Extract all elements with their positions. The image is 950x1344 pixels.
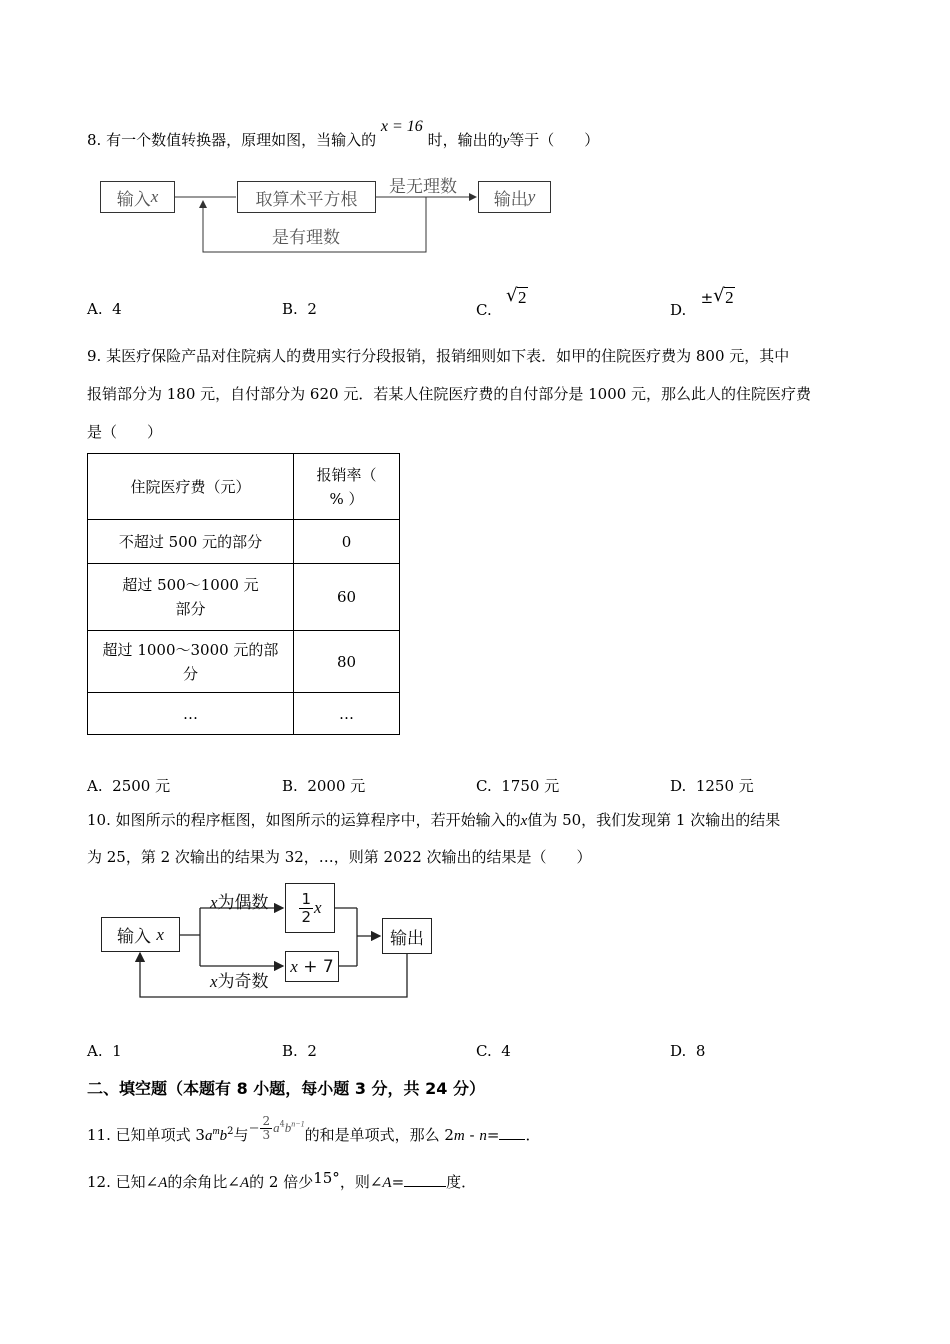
q10-option-a[interactable]: A. 1 — [87, 1042, 122, 1060]
table-row: … … — [88, 693, 400, 735]
q10-output-box: 输出 — [382, 918, 432, 954]
q10-option-c[interactable]: C. 4 — [476, 1042, 511, 1060]
q9-option-b[interactable]: B. 2000 元 — [282, 777, 366, 795]
q10-option-b[interactable]: B. 2 — [282, 1042, 317, 1060]
header-fee: 住院医疗费（元） — [88, 454, 294, 520]
answer-blank[interactable] — [499, 1139, 525, 1140]
q9-line-2: 报销部分为 180 元，自付部分为 620 元．若某人住院医疗费的自付部分是 1000 元，那么此人的住院医疗费 — [87, 385, 812, 403]
q10-plus7-box: x + 7 — [285, 951, 339, 982]
answer-blank[interactable] — [404, 1186, 446, 1187]
q8-condition: x = 16 — [380, 118, 423, 135]
q8-option-d[interactable]: D. ± √ 2 — [670, 285, 734, 319]
q8-input-box: 输入 x — [100, 181, 175, 213]
q8-option-a[interactable]: A. 4 — [87, 300, 122, 318]
q10-half-box: $\frac{1}{2}$ x — [285, 883, 335, 933]
q9-option-d[interactable]: D. 1250 元 — [670, 777, 754, 795]
q9-line-1: 9. 某医疗保险产品对住院病人的费用实行分段报销，报销细则如下表．如甲的住院医疗费为 800 元，其中 — [87, 347, 790, 365]
q10-option-d[interactable]: D. 8 — [670, 1042, 706, 1060]
q10-odd-label: x为奇数 — [210, 972, 269, 992]
question-11: 11. 已知单项式 $3a^mb^2$与− $\frac{2}{3}$ $a^4b^{n-1}$的和是单项式，那么 2m - n= ． — [87, 1114, 541, 1144]
q9-option-c[interactable]: C. 1750 元 — [476, 777, 560, 795]
q8-irrational-label: 是无理数 — [389, 177, 457, 197]
question-12: 12. 已知∠A的余角比∠A的 2 倍少15°，则∠A= 度． — [87, 1169, 477, 1191]
q10-line-1: 10. 如图所示的程序框图，如图所示的运算程序中，若开始输入的x值为 50，我们发现第 1 次输出的结果 — [87, 811, 781, 829]
q10-even-label: x为偶数 — [210, 893, 269, 913]
q8-rational-label: 是有理数 — [272, 228, 340, 248]
q8-stem: 8. 有一个数值转换器，原理如图，当输入的 x = 16 时，输出的y等于（ ） — [87, 118, 600, 149]
q9-option-a[interactable]: A. 2500 元 — [87, 777, 171, 795]
q8-option-b[interactable]: B. 2 — [282, 300, 317, 318]
sqrt-symbol: √ 2 — [713, 285, 734, 307]
q8-output-box: 输出 y — [478, 181, 551, 213]
q8-option-c[interactable]: C. √ 2 — [476, 285, 527, 319]
q9-line-3: 是（ ） — [87, 423, 163, 441]
table-row: 超过 1000～3000 元的部 分 80 — [88, 631, 400, 693]
header-rate: 报销率（ % ） — [294, 454, 400, 520]
table-row: 不超过 500 元的部分 0 — [88, 520, 400, 564]
table-row: 超过 500～1000 元 部分 60 — [88, 564, 400, 631]
sqrt-symbol: √ 2 — [506, 285, 527, 307]
section-2-title: 二、填空题（本题有 8 小题，每小题 3 分，共 24 分） — [87, 1079, 485, 1098]
q8-sqrt-box: 取算术平方根 — [237, 181, 376, 213]
q10-input-box: 输入 x — [101, 917, 180, 952]
q10-line-2: 为 25，第 2 次输出的结果为 32，…，则第 2022 次输出的结果是（ ） — [87, 848, 592, 866]
